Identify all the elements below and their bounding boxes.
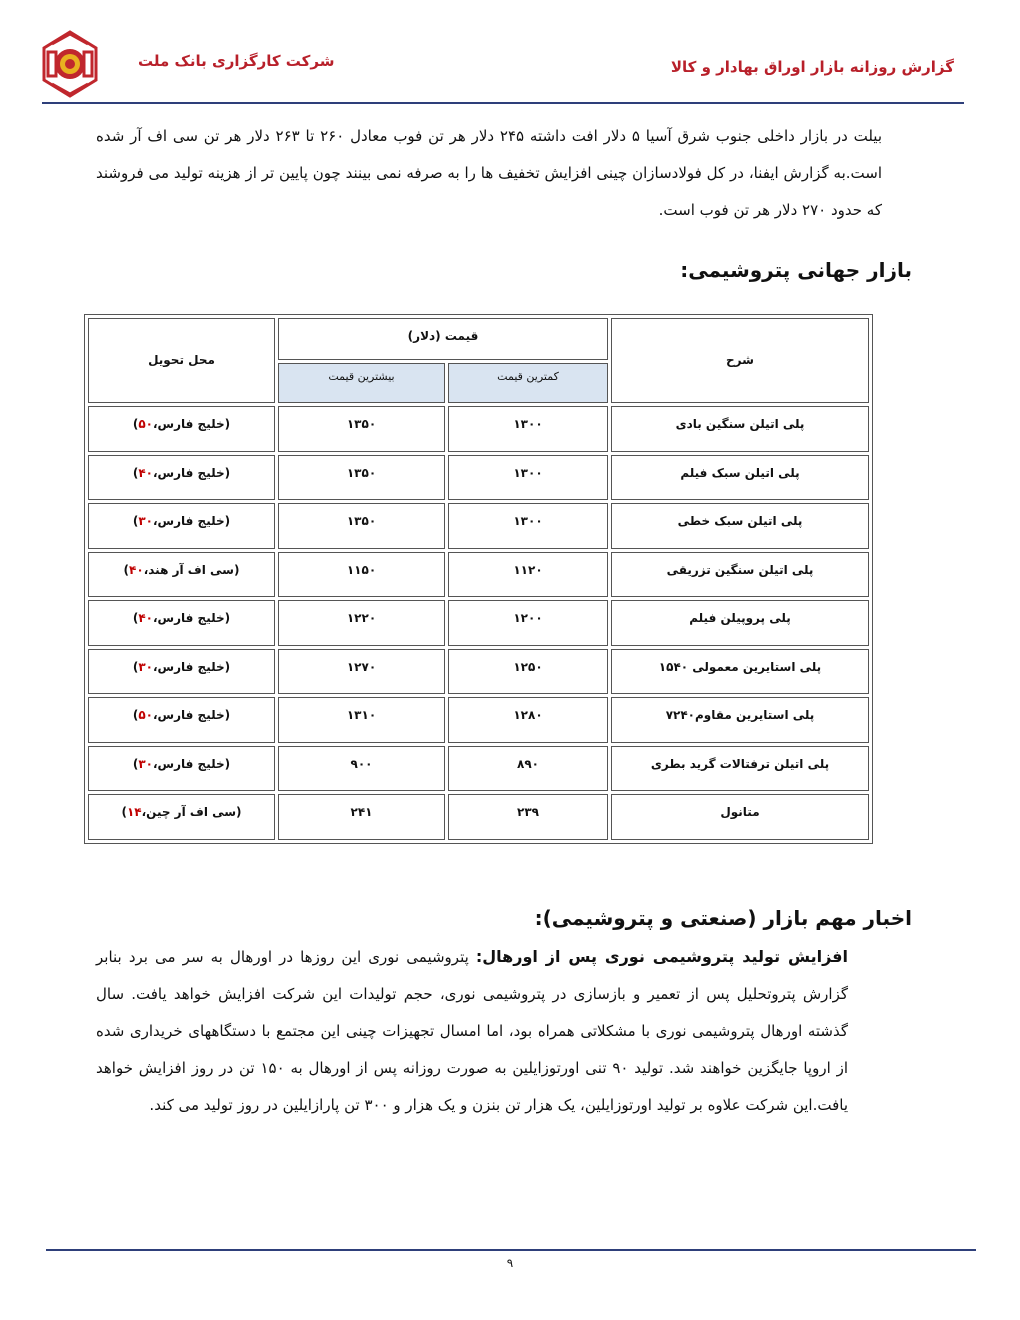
cell-min-price: ۱۲۰۰ — [448, 600, 608, 646]
cell-min-price: ۱۱۲۰ — [448, 552, 608, 598]
intro-paragraph: بیلت در بازار داخلی جنوب شرق آسیا ۵ دلار افت داشته ۲۴۵ دلار هر تن فوب معادل ۲۶۰ تا ۲۶۳ دلار هر تن سی اف آر شده است.به گزارش ایفنا، در کل فولادسازان چینی افزایش تخفیف ها را به صرفه نمی بینند چون پایین تر از هزینه تولید می فروشند که حدود ۲۷۰ دلار هر تن فوب است. — [96, 127, 883, 219]
cell-max-price: ۱۲۲۰ — [278, 600, 445, 646]
table-row — [88, 455, 869, 501]
news-body: پتروشیمی نوری این روزها در اورهال به سر می برد بنابر گزارش پتروتحلیل پس از تعمیر و بازسازی در پتروشیمی نوری، حجم تولیدات این شرکت افزایش خواهد یافت. سال گذشته اورهال پتروشیمی نوری با مشکلاتی همراه بود، اما امسال تجهیزات چینی این مجتمع با دستگاههای خریداری شده از اروپا جایگزین خواهند شد. تولید ۹۰ تنی اورتوزایلین به صورت روزانه پس از اورهال به ۱۵۰ تن در روز افزایش خواهد یافت.این شرکت علاوه بر تولید اورتوزایلین، یک هزار تن بنزن و یک هزار و ۳۰۰ تن پارازایلین در روز تولید می کند. — [96, 948, 849, 1114]
table-row — [88, 552, 869, 598]
cell-max-price: ۱۳۵۰ — [278, 406, 445, 452]
table-row — [88, 406, 869, 452]
footer-divider — [46, 1249, 976, 1251]
cell-min-price: ۱۳۰۰ — [448, 503, 608, 549]
cell-description: پلی اتیلن سنگین بادی — [611, 406, 869, 452]
cell-max-price: ۲۴۱ — [278, 794, 445, 840]
header-price-group: قیمت (دلار) — [278, 318, 608, 360]
cell-delivery: (خلیج فارس،۴۰) — [88, 455, 275, 501]
cell-description: پلی اتیلن سبک خطی — [611, 503, 869, 549]
cell-delivery: (خلیج فارس،۴۰) — [88, 600, 275, 646]
cell-max-price: ۹۰۰ — [278, 746, 445, 792]
brand-name: شرکت کارگزاری بانک ملت — [138, 52, 335, 70]
cell-description: پلی اتیلن سنگین تزریقی — [611, 552, 869, 598]
bank-mellat-logo-icon — [38, 28, 102, 100]
header-delivery: محل تحویل — [88, 318, 275, 403]
cell-description: پلی استایرین معمولی ۱۵۴۰ — [611, 649, 869, 695]
cell-min-price: ۱۲۸۰ — [448, 697, 608, 743]
cell-delivery: (خلیج فارس،۵۰) — [88, 406, 275, 452]
cell-min-price: ۱۳۰۰ — [448, 455, 608, 501]
table-header-row — [88, 318, 869, 360]
cell-description: پلی استایرین مقاوم۷۲۴۰ — [611, 697, 869, 743]
page-number: ۹ — [506, 1256, 514, 1270]
cell-description: پلی اتیلن سبک فیلم — [611, 455, 869, 501]
cell-max-price: ۱۳۱۰ — [278, 697, 445, 743]
cell-description: پلی اتیلن ترفتالات گرید بطری — [611, 746, 869, 792]
cell-delivery: (خلیج فارس،۳۰) — [88, 649, 275, 695]
cell-description: پلی پروپیلن فیلم — [611, 600, 869, 646]
news-paragraph — [96, 938, 848, 1124]
cell-min-price: ۱۲۵۰ — [448, 649, 608, 695]
header-min-price: کمترین قیمت — [448, 363, 608, 403]
table-row — [88, 503, 869, 549]
table-row — [88, 649, 869, 695]
cell-min-price: ۸۹۰ — [448, 746, 608, 792]
table-row — [88, 697, 869, 743]
section-title-petrochemical: بازار جهانی پتروشیمی: — [680, 258, 912, 282]
cell-min-price: ۱۳۰۰ — [448, 406, 608, 452]
cell-max-price: ۱۲۷۰ — [278, 649, 445, 695]
cell-delivery: (خلیج فارس،۳۰) — [88, 503, 275, 549]
cell-max-price: ۱۱۵۰ — [278, 552, 445, 598]
cell-delivery: (سی اف آر چین،۱۴) — [88, 794, 275, 840]
cell-description: متانول — [611, 794, 869, 840]
section-title-market-news: اخبار مهم بازار (صنعتی و پتروشیمی): — [534, 906, 912, 930]
table-row — [88, 600, 869, 646]
cell-delivery: (خلیج فارس،۳۰) — [88, 746, 275, 792]
cell-max-price: ۱۳۵۰ — [278, 503, 445, 549]
cell-max-price: ۱۳۵۰ — [278, 455, 445, 501]
cell-min-price: ۲۳۹ — [448, 794, 608, 840]
news-headline: افزایش تولید پتروشیمی نوری پس از اورهال: — [475, 947, 849, 966]
header-max-price: بیشترین قیمت — [278, 363, 445, 403]
report-title: گزارش روزانه بازار اوراق بهادار و کالا — [670, 58, 954, 76]
header-description: شرح — [611, 318, 869, 403]
table-row — [88, 794, 869, 840]
header-divider — [42, 102, 964, 104]
cell-delivery: (سی اف آر هند،۴۰) — [88, 552, 275, 598]
petrochemical-price-table — [84, 314, 873, 844]
cell-delivery: (خلیج فارس،۵۰) — [88, 697, 275, 743]
table-row — [88, 746, 869, 792]
page-header — [0, 0, 1020, 110]
